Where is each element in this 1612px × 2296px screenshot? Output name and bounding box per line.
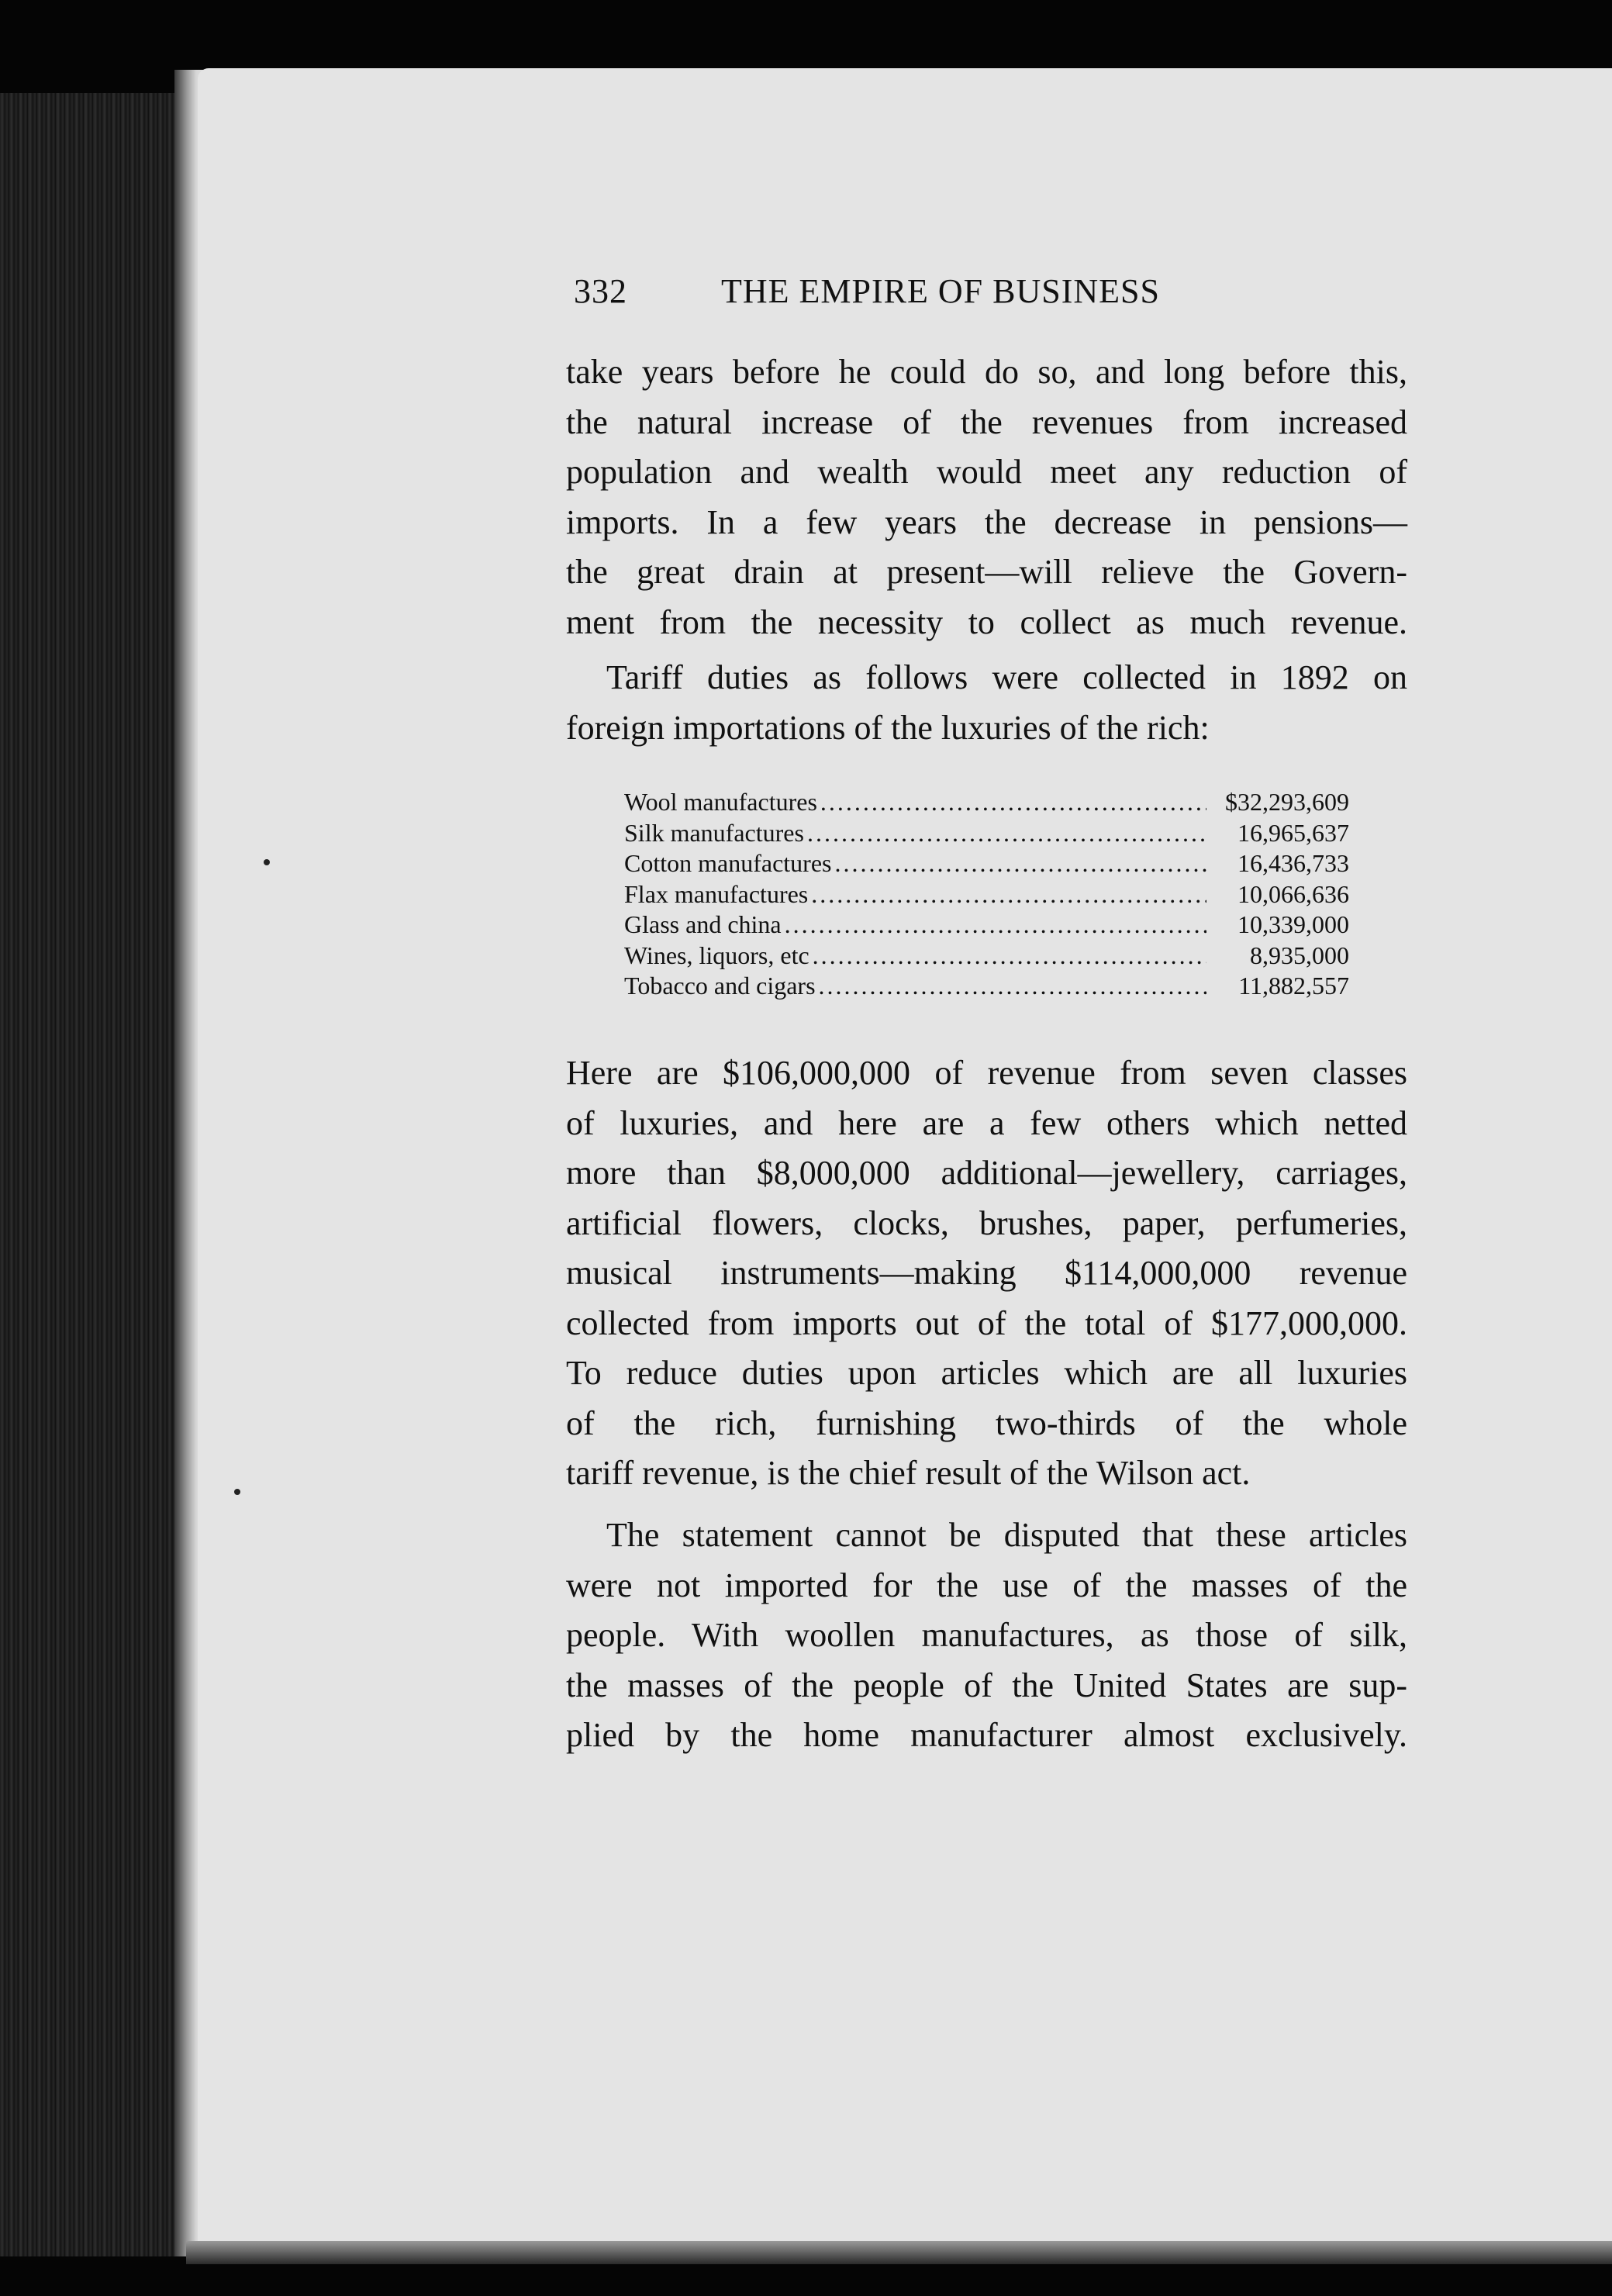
- table-row: [624, 787, 1349, 818]
- text-line: collected from imports out of the total of $177,000,000.: [566, 1303, 1407, 1342]
- running-title: THE EMPIRE OF BUSINESS: [721, 272, 1160, 310]
- table-amount: 11,882,557: [1238, 972, 1349, 1000]
- table-row: [624, 910, 1349, 941]
- paragraph-3: [566, 1048, 1407, 1499]
- text-line: The statement cannot be disputed that these articles: [606, 1516, 1407, 1554]
- table-item: Silk manufactures: [624, 818, 804, 847]
- table-item: Wool manufactures: [624, 788, 817, 816]
- table-item: Cotton manufactures: [624, 849, 832, 877]
- table-amount: 16,436,733: [1237, 849, 1349, 877]
- dot-leader: [811, 879, 1206, 910]
- text-line: the natural increase of the revenues from increased: [566, 402, 1407, 441]
- table-row: [624, 818, 1349, 849]
- text-line: were not imported for the use of the masses of the: [566, 1566, 1407, 1604]
- text-line: artificial flowers, clocks, brushes, paper, perfumeries,: [566, 1203, 1407, 1242]
- dot-leader: [813, 941, 1206, 972]
- table-row: [624, 848, 1349, 879]
- text-line: foreign importations of the luxuries of the rich:: [566, 708, 1210, 747]
- dot-leader: [834, 848, 1206, 879]
- text-line: population and wealth would meet any reduction of: [566, 453, 1407, 491]
- table-item: Glass and china: [624, 910, 782, 938]
- text-line: of the rich, furnishing two-thirds of the whole: [566, 1403, 1407, 1442]
- dot-leader: [820, 787, 1206, 818]
- text-line: of luxuries, and here are a few others which netted: [566, 1103, 1407, 1142]
- table-item: Wines, liquors, etc: [624, 941, 809, 969]
- duties-table: [624, 787, 1349, 1002]
- page-number: 332: [574, 272, 627, 310]
- text-line: Here are $106,000,000 of revenue from seven classes: [566, 1054, 1407, 1092]
- table-item: Tobacco and cigars: [624, 972, 816, 1000]
- text-line: Tariff duties as follows were collected in 1892 on: [606, 658, 1407, 696]
- paragraph-1: [566, 347, 1407, 647]
- page-bottom-shadow: [186, 2241, 1612, 2264]
- dot-leader: [785, 910, 1206, 941]
- paragraph-4: [566, 1511, 1407, 1761]
- text-line: musical instruments—making $114,000,000 revenue: [566, 1254, 1407, 1292]
- table-row: [624, 941, 1349, 972]
- dot-leader: [807, 818, 1206, 849]
- text-line: ment from the necessity to collect as much revenue.: [566, 602, 1407, 641]
- table-amount: 10,066,636: [1237, 879, 1349, 908]
- text-line: imports. In a few years the decrease in pensions—: [566, 502, 1407, 541]
- text-line: tariff revenue, is the chief result of the Wilson act.: [566, 1454, 1251, 1492]
- book-spine: [0, 93, 194, 2256]
- text-line: the masses of the people of the United States are sup-: [566, 1666, 1407, 1704]
- text-line: To reduce duties upon articles which are all luxuries: [566, 1354, 1407, 1392]
- table-item: Flax manufactures: [624, 879, 809, 908]
- table-row: [624, 879, 1349, 910]
- running-head: [574, 271, 1349, 311]
- scan-speck: [234, 1489, 240, 1495]
- text-line: plied by the home manufacturer almost exclusively.: [566, 1716, 1407, 1754]
- text-line: people. With woollen manufactures, as those of silk,: [566, 1616, 1407, 1654]
- text-line: more than $8,000,000 additional—jewellery, carriages,: [566, 1154, 1407, 1192]
- table-amount: $32,293,609: [1225, 788, 1349, 816]
- dot-leader: [819, 971, 1206, 1002]
- text-line: take years before he could do so, and long before this,: [566, 353, 1407, 391]
- table-amount: 10,339,000: [1237, 910, 1349, 938]
- table-amount: 8,935,000: [1250, 941, 1349, 969]
- text-line: the great drain at present—will relieve the Govern-: [566, 553, 1407, 591]
- paragraph-2: [566, 653, 1407, 753]
- table-amount: 16,965,637: [1237, 818, 1349, 847]
- scan-speck: [264, 859, 270, 865]
- table-row: [624, 971, 1349, 1002]
